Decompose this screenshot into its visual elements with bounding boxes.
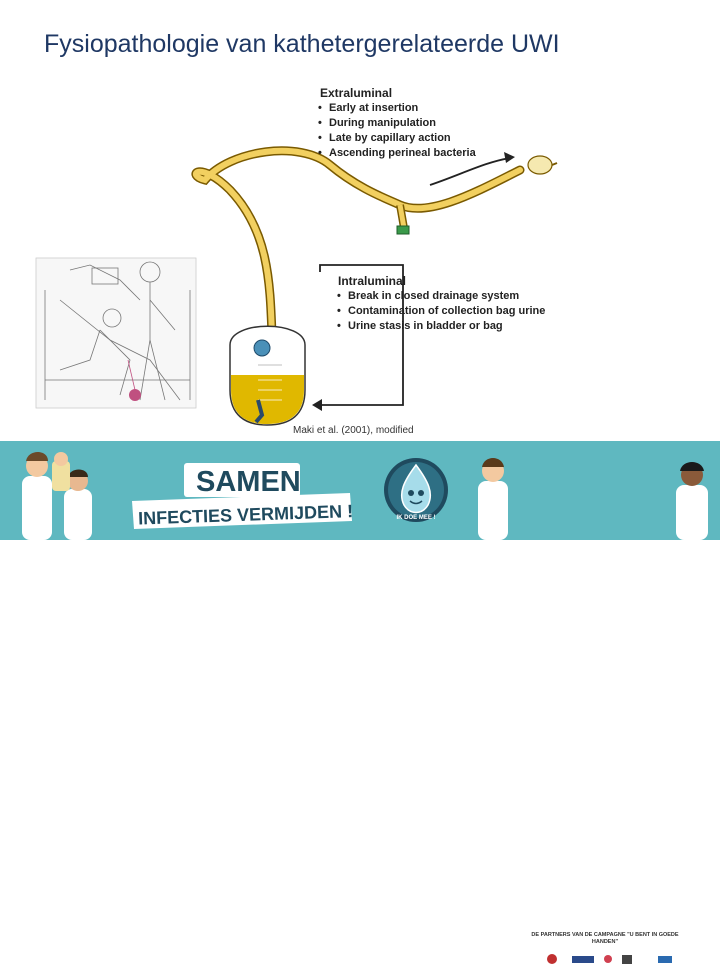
figure-caption: Maki et al. (2001), modified [293,425,414,436]
intraluminal-bullet: • [337,305,341,317]
intraluminal-bullet: • [337,290,341,302]
partner-logo [658,956,672,963]
extraluminal-item: During manipulation [329,117,436,129]
partners-box [530,929,680,973]
catheter-diagram [0,0,720,440]
partner-logo [572,956,594,963]
collection-bag [230,326,305,425]
intraluminal-item: Urine stasis in bladder or bag [348,320,503,332]
extraluminal-item: Ascending perineal bacteria [329,147,476,159]
nurse-illustration-right [478,458,708,540]
patient-sketch [36,258,196,408]
bag-connector [254,340,270,356]
mascot-badge-text: IK DOE MEE ! [396,515,436,521]
partner-logo [547,954,557,964]
intraluminal-bullet: • [337,320,341,332]
extraluminal-bullet: • [318,147,322,159]
partner-logo [604,955,612,963]
intraluminal-heading: Intraluminal [338,274,407,288]
campaign-logo [132,463,353,529]
extraluminal-heading: Extraluminal [320,86,393,100]
extraluminal-bullet: • [318,132,322,144]
partner-logo [622,955,632,964]
slide-title: Fysiopathologie van kathetergerelateerde UWI [44,30,560,58]
partners-title: DE PARTNERS VAN DE CAMPAGNE "U BENT IN GOEDE HANDEN" [531,932,679,945]
catheter-balloon [528,156,552,174]
campaign-title-line1: SAMEN [196,466,301,498]
extraluminal-bullet: • [318,102,322,114]
campaign-title-line2: INFECTIES VERMIJDEN ! [137,501,354,529]
campaign-banner [0,441,720,945]
nurse-illustration-left [22,452,92,540]
intraluminal-item: Break in closed drainage system [348,290,520,302]
intraluminal-item: Contamination of collection bag urine [348,305,546,317]
extraluminal-item: Late by capillary action [329,132,451,144]
mascot-badge [384,458,448,522]
extraluminal-item: Early at insertion [329,102,419,114]
extraluminal-bullet: • [318,117,322,129]
